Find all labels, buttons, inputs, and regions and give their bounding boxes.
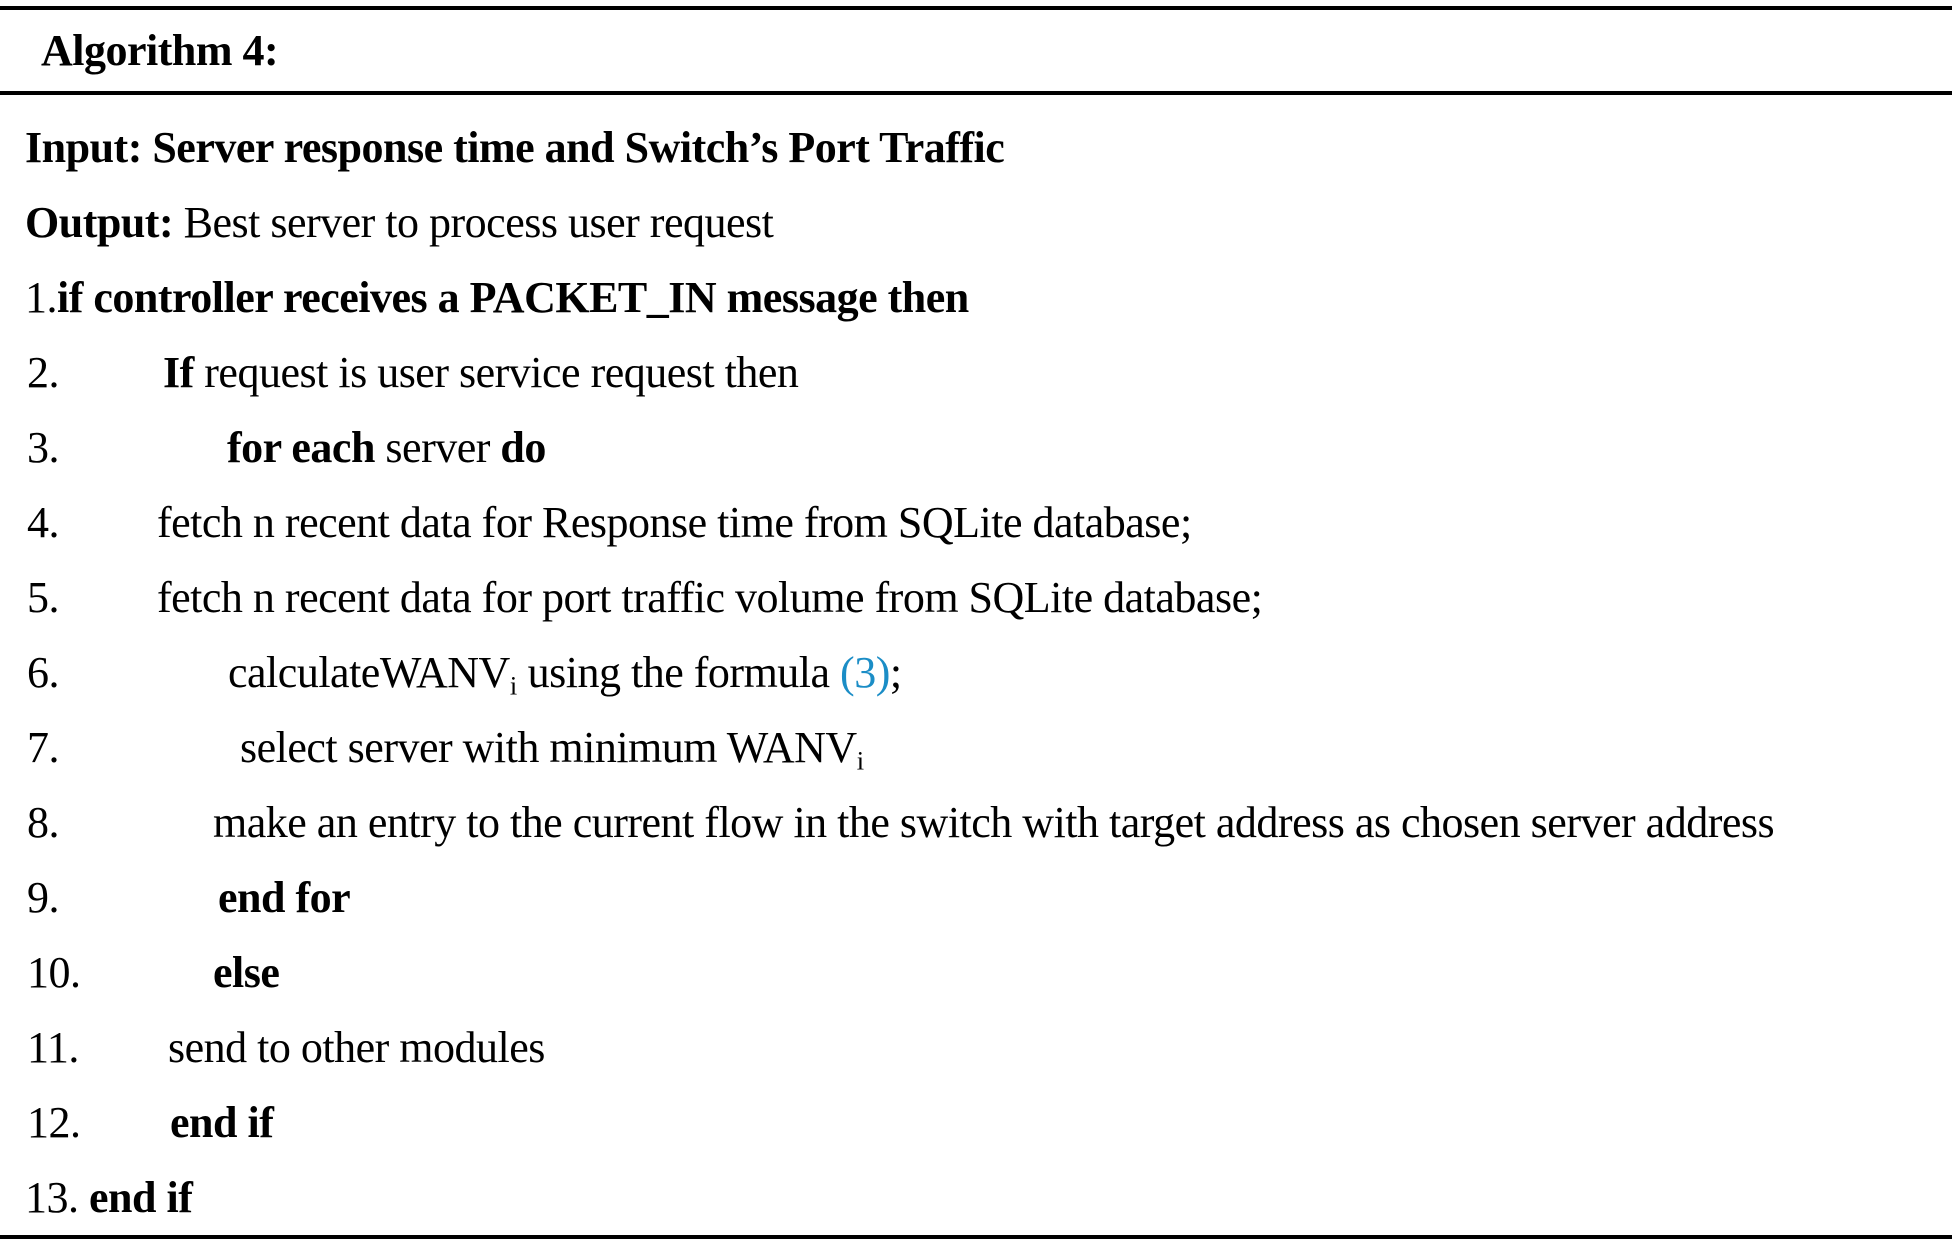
line-number: 8. — [27, 798, 59, 847]
statement-text: fetch n recent data for Response time from SQLite database; — [157, 498, 1192, 547]
step-line-11 — [0, 1010, 1952, 1085]
input-line — [0, 110, 1952, 185]
line-number: 13. — [25, 1173, 79, 1222]
line-number: 11. — [27, 1023, 79, 1072]
statement-text: server — [385, 423, 490, 472]
algorithm-body — [0, 110, 1952, 1235]
output-line — [0, 185, 1952, 260]
step-line-3 — [0, 410, 1952, 485]
subscript-i: i — [856, 745, 865, 776]
step-line-12 — [0, 1085, 1952, 1160]
keyword: do — [500, 423, 546, 472]
statement — [227, 410, 546, 485]
keyword: end if — [170, 1098, 274, 1147]
keyword: for each — [227, 423, 375, 472]
keyword: end for — [218, 873, 351, 922]
formula-reference-link[interactable]: (3) — [840, 648, 890, 697]
statement-text: fetch n recent data for port traffic volume from SQLite database; — [157, 573, 1263, 622]
step-line-7 — [0, 710, 1952, 785]
line-number: 1. — [25, 273, 57, 322]
step-line-9 — [0, 860, 1952, 935]
line-number: 2. — [27, 348, 59, 397]
statement-text: request is user service request then — [204, 348, 799, 397]
step-line-8 — [0, 785, 1952, 860]
line-number: 7. — [27, 723, 59, 772]
statement-text: select server with minimum WANV — [240, 723, 857, 772]
header-rule — [0, 91, 1952, 95]
statement-text: send to other modules — [168, 1023, 545, 1072]
line-number: 3. — [27, 423, 59, 472]
step-line-1 — [0, 260, 1952, 335]
step-line-13 — [0, 1160, 1952, 1235]
step-line-10 — [0, 935, 1952, 1010]
statement-text: make an entry to the current flow in the switch with target address as chosen server address — [213, 798, 1775, 847]
line-number: 4. — [27, 498, 59, 547]
keyword: if controller receives a PACKET_IN message then — [57, 273, 969, 322]
input-label: Input: Server response time and Switch’s Port Traffic — [25, 123, 1005, 172]
subscript-i: i — [509, 670, 518, 701]
keyword: If — [163, 348, 194, 397]
algorithm-title: Algorithm 4: — [41, 26, 279, 75]
step-line-2 — [0, 335, 1952, 410]
line-number: 12. — [27, 1098, 81, 1147]
output-label: Output: — [25, 198, 174, 247]
output-text: Best server to process user request — [183, 198, 774, 247]
step-line-4 — [0, 485, 1952, 560]
statement-text: using the formula — [527, 648, 830, 697]
keyword: else — [213, 948, 280, 997]
keyword: end if — [89, 1173, 193, 1222]
step-line-5 — [0, 560, 1952, 635]
bottom-rule — [0, 1235, 1952, 1239]
line-number: 6. — [27, 648, 59, 697]
step-line-6 — [0, 635, 1952, 710]
line-number: 9. — [27, 873, 59, 922]
line-number: 5. — [27, 573, 59, 622]
line-number: 10. — [27, 948, 81, 997]
statement-text: ; — [889, 648, 902, 697]
top-rule — [0, 6, 1952, 10]
statement-text: calculateWANV — [228, 648, 510, 697]
statement — [163, 335, 798, 410]
